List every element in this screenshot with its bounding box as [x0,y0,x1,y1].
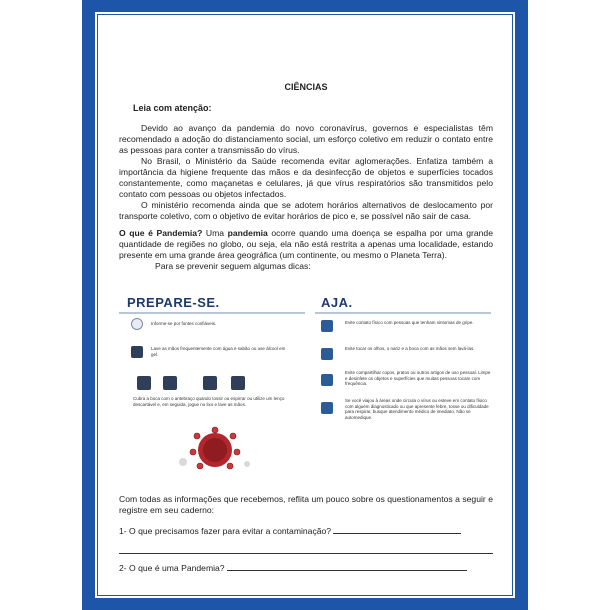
act-heading: AJA. [315,294,491,314]
question-1 [119,525,493,537]
pandemic-definition [119,228,493,261]
reading-instruction: Leia com atenção: [133,103,212,113]
handwash-icon [131,346,143,358]
prevention-infographic [119,294,493,466]
question-2 [119,562,493,574]
tip-cubra-boca: Cubra a boca com o antebraço quando tossir ou espirrar ou utilize um lenço descartável e, em seguida, jogue no lixo e lave as mãos. [133,396,285,407]
definition-term: pandemia [227,228,268,238]
coronavirus-illustration [175,424,255,470]
sink-icon [231,376,245,390]
cough-icon [137,376,151,390]
tip-evite-contato: Evite contato físico com pessoas que tenham sintomas de gripe. [345,320,474,325]
definition-question: O que é Pandemia? [119,228,203,238]
questions-intro: Com todas as informações que recebemos, reflita um pouco sobre os questionamentos a seguir e registre em seu caderno: [119,494,493,515]
tip-evite-compartilhar: Evite compartilhar copos, pratos ou outros artigos de uso pessoal. Limpe e desinfete os objetos e superfícies que muitas pessoas tocam com frequência. [345,370,491,386]
questions-section [119,494,493,574]
prepare-heading: PREPARE-SE. [119,294,305,314]
paragraph-3: O ministério recomenda ainda que se adotem horários alternativos de deslocamento por transporte coletivo, com o objetivo de evitar horários de pico e, se possível não sair de casa. [119,200,493,221]
tips-intro: Para se prevenir seguem algumas dicas: [155,261,311,271]
spray-icon [321,374,333,386]
doctor-icon [321,402,333,414]
definition-pre: Uma [202,228,228,238]
trash-icon [203,376,217,390]
tip-lave-maos: Lave as mãos frequentemente com água e sabão ou use álcool em gel. [151,346,286,357]
act-panel [315,294,491,466]
tip-informe: Informe-se por fontes confiáveis. [151,321,217,326]
tip-evite-tocar: Evite tocar os olhos, o nariz e a boca com as mãos sem lavá-las. [345,346,475,351]
info-icon [131,318,143,330]
worksheet-text [119,82,493,272]
tissue-icon [163,376,177,390]
prepare-panel [119,294,305,466]
answer-line-1b[interactable] [119,543,493,554]
paragraph-2: No Brasil, o Ministério da Saúde recomenda evitar aglomerações. Enfatiza também a importância da higiene frequente das mãos e da desinfecção de objetos e superfícies tocados constantemente, como maçanetas e celulares, já que vírus respiratórios são transmitidos pelo contato com pessoas ou objetos infectados. [119,156,493,199]
distance-icon [321,320,333,332]
definition-text: ocorre quando uma doença se espalha por uma grande quantidade de regiões no globo, ou seja, ela não está restrita a apenas uma localidade, estando presente em uma grande área geográfica (um continente, ou mesmo o Planeta Terra). [119,228,493,260]
tip-atendimento-medico: Se você viajou à áreas onde circula o vírus ou esteve em contato físico com alguém diagnosticado ou que apresente febre, tosse ou dificuldade para respirar, busque atendimento médico de imediato. Não se automedique. [345,398,489,420]
face-touch-icon [321,348,333,360]
question-1-text: 1- O que precisamos fazer para evitar a contaminação? [119,526,332,536]
page-title: CIÊNCIAS [284,82,328,92]
question-2-text: 2- O que é uma Pandemia? [119,563,225,573]
paragraph-1: Devido ao avanço da pandemia do novo coronavírus, governos e especialistas têm recomendado a adoção do distanciamento social, um esforço coletivo em reduzir o contato entre as pessoas para conter a transmissão do vírus. [119,123,493,155]
answer-line-2a[interactable] [227,562,467,571]
answer-line-1a[interactable] [333,525,461,534]
